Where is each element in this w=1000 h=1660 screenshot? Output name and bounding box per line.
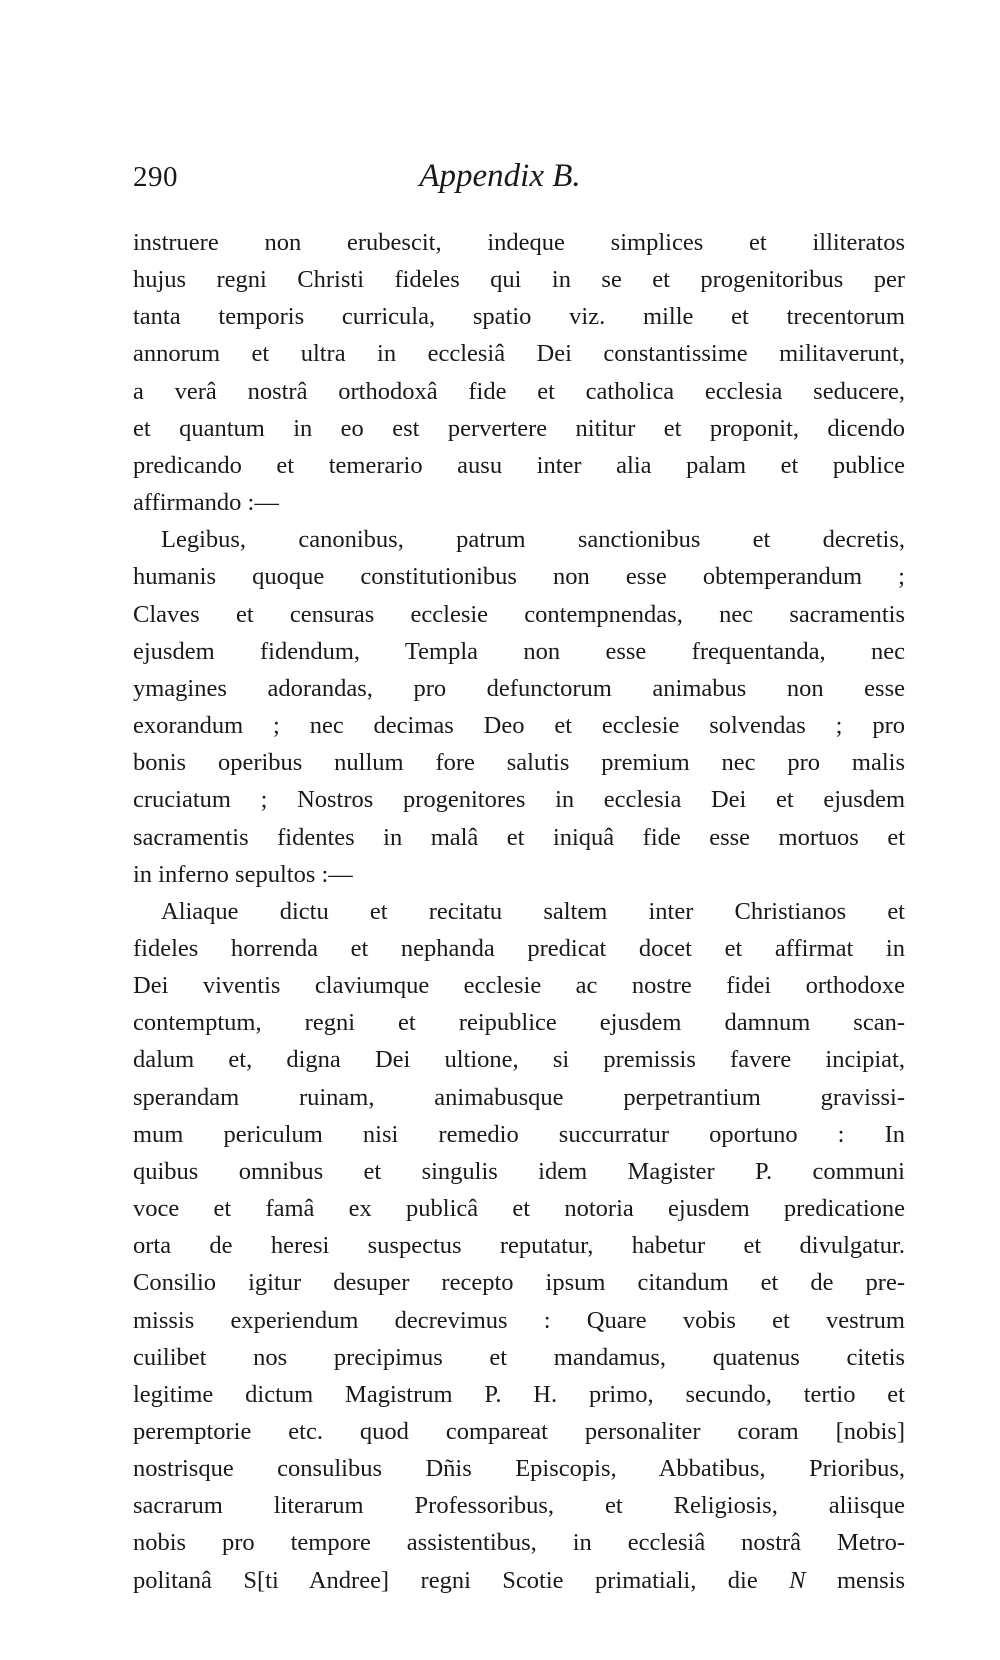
text-line: tanta temporis curricula, spatio viz. mille et trecentorum [133, 303, 905, 331]
text-line: predicando et temerario ausu inter alia palam et publice [133, 451, 905, 479]
text-line: sacramentis fidentes in malâ et iniquâ fide esse mortuos et [133, 823, 905, 851]
text-line: nostrisque consulibus Dñis Episcopis, Abbatibus, Prioribus, [133, 1455, 905, 1483]
page-number: 290 [133, 161, 178, 193]
text-line: missis experiendum decrevimus : Quare vobis et vestrum [133, 1306, 905, 1334]
text-line: contemptum, regni et reipublice ejusdem damnum scan- [133, 1009, 905, 1037]
body-text [133, 224, 905, 1599]
text-line: hujus regni Christi fideles qui in se et progenitoribus per [133, 266, 905, 294]
text-line: affirmando :— [133, 489, 279, 517]
text-line: sacrarum literarum Professoribus, et Religiosis, aliisque [133, 1492, 905, 1520]
text-line: a verâ nostrâ orthodoxâ fide et catholica ecclesia seducere, [133, 377, 905, 405]
text-line-final [133, 1562, 905, 1599]
text-line: cruciatum ; Nostros progenitores in ecclesia Dei et ejusdem [133, 786, 905, 814]
text-line: legitime dictum Magistrum P. H. primo, secundo, tertio et [133, 1380, 905, 1408]
paragraph-start-line: Legibus, canonibus, patrum sanctionibus et decretis, [161, 526, 905, 554]
text-line: exorandum ; nec decimas Deo et ecclesie solvendas ; pro [133, 712, 905, 740]
text-line: voce et famâ ex publicâ et notoria ejusdem predicatione [133, 1195, 905, 1223]
text-line: Claves et censuras ecclesie contempnendas, nec sacramentis [133, 600, 905, 628]
text-line: ymagines adorandas, pro defunctorum animabus non esse [133, 674, 905, 702]
text-line: cuilibet nos precipimus et mandamus, quatenus citetis [133, 1343, 905, 1371]
text-line: in inferno sepultos :— [133, 860, 353, 888]
text-line: mum periculum nisi remedio succurratur oportuno : In [133, 1120, 905, 1148]
placeholder-letter: N [789, 1566, 806, 1594]
text-line: ejusdem fidendum, Templa non esse frequentanda, nec [133, 637, 905, 665]
text-line: nobis pro tempore assistentibus, in ecclesiâ nostrâ Metro- [133, 1529, 905, 1557]
text-line: quibus omnibus et singulis idem Magister P. communi [133, 1157, 905, 1185]
text-line: annorum et ultra in ecclesiâ Dei constantissime militaverunt, [133, 340, 905, 368]
final-line-end: mensis [836, 1566, 906, 1594]
text-line: sperandam ruinam, animabusque perpetrantium gravissi- [133, 1083, 905, 1111]
text-line: Dei viventis claviumque ecclesie ac nostre fidei orthodoxe [133, 972, 905, 1000]
text-line: et quantum in eo est pervertere nititur et proponit, dicendo [133, 414, 905, 442]
text-line: fideles horrenda et nephanda predicat docet et affirmat in [133, 934, 905, 962]
text-line: humanis quoque constitutionibus non esse obtemperandum ; [133, 563, 905, 591]
final-line-start: politanâ S[ti Andree] regni Scotie primatiali, die [133, 1566, 758, 1594]
text-line: dalum et, digna Dei ultione, si premissis favere incipiat, [133, 1046, 905, 1074]
running-title: Appendix B. [419, 158, 581, 194]
text-line: peremptorie etc. quod compareat personaliter coram [nobis] [133, 1418, 905, 1445]
text-line: bonis operibus nullum fore salutis premium nec pro malis [133, 749, 905, 777]
text-line: orta de heresi suspectus reputatur, habetur et divulgatur. [133, 1232, 905, 1260]
text-line: Consilio igitur desuper recepto ipsum citandum et de pre- [133, 1269, 905, 1297]
text-line: instruere non erubescit, indeque simplices et illiteratos [133, 229, 905, 256]
paragraph-start-line: Aliaque dictu et recitatu saltem inter Christianos et [161, 897, 905, 925]
